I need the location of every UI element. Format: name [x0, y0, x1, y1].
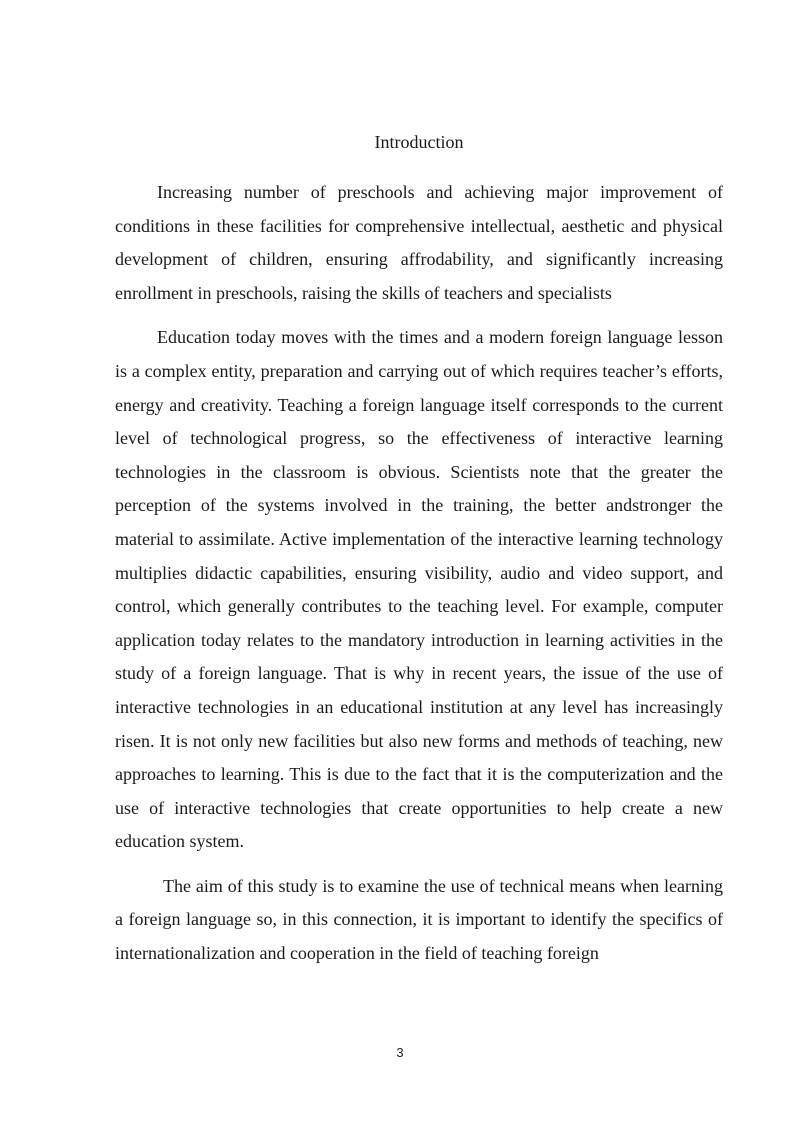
- paragraph-3: The aim of this study is to examine the use of technical means when learning a foreign language so, in this connection, it is important to identify the specifics of internationalization and cooperation in the field of teaching foreign: [115, 875, 723, 964]
- section-heading: Introduction: [374, 132, 464, 152]
- page-number: 3: [396, 1045, 404, 1060]
- page-content: [115, 128, 723, 971]
- paragraph-2: Education today moves with the times and a modern foreign language lesson is a complex entity, preparation and carrying out of which requires teacher’s efforts, energy and creativity. Teaching a foreign language itself corresponds to the current level of technological progress, so the effectiveness of interactive learning technologies in the classroom is obvious. Scientists note that the greater the perception of the systems involved in the training, the better andstronger the material to assimilate. Active implementation of the interactive learning technology multiplies didactic capabilities, ensuring visibility, audio and video support, and control, which generally contributes to the teaching level. For example, computer application today relates to the mandatory introduction in learning activities in the study of a foreign language. That is why in recent years, the issue of the use of interactive technologies in an educational institution at any level has increasingly risen. It is not only new facilities but also new forms and methods of teaching, new approaches to learning. This is due to the fact that it is the computerization and the use of interactive technologies that create opportunities to help create a new education system.: [115, 327, 723, 852]
- paragraph-1: Increasing number of preschools and achieving major improvement of conditions in these facilities for comprehensive intellectual, aesthetic and physical development of children, ensuring affrodability, and significantly increasing enrollment in preschools, raising the skills of teachers and specialists: [115, 182, 723, 303]
